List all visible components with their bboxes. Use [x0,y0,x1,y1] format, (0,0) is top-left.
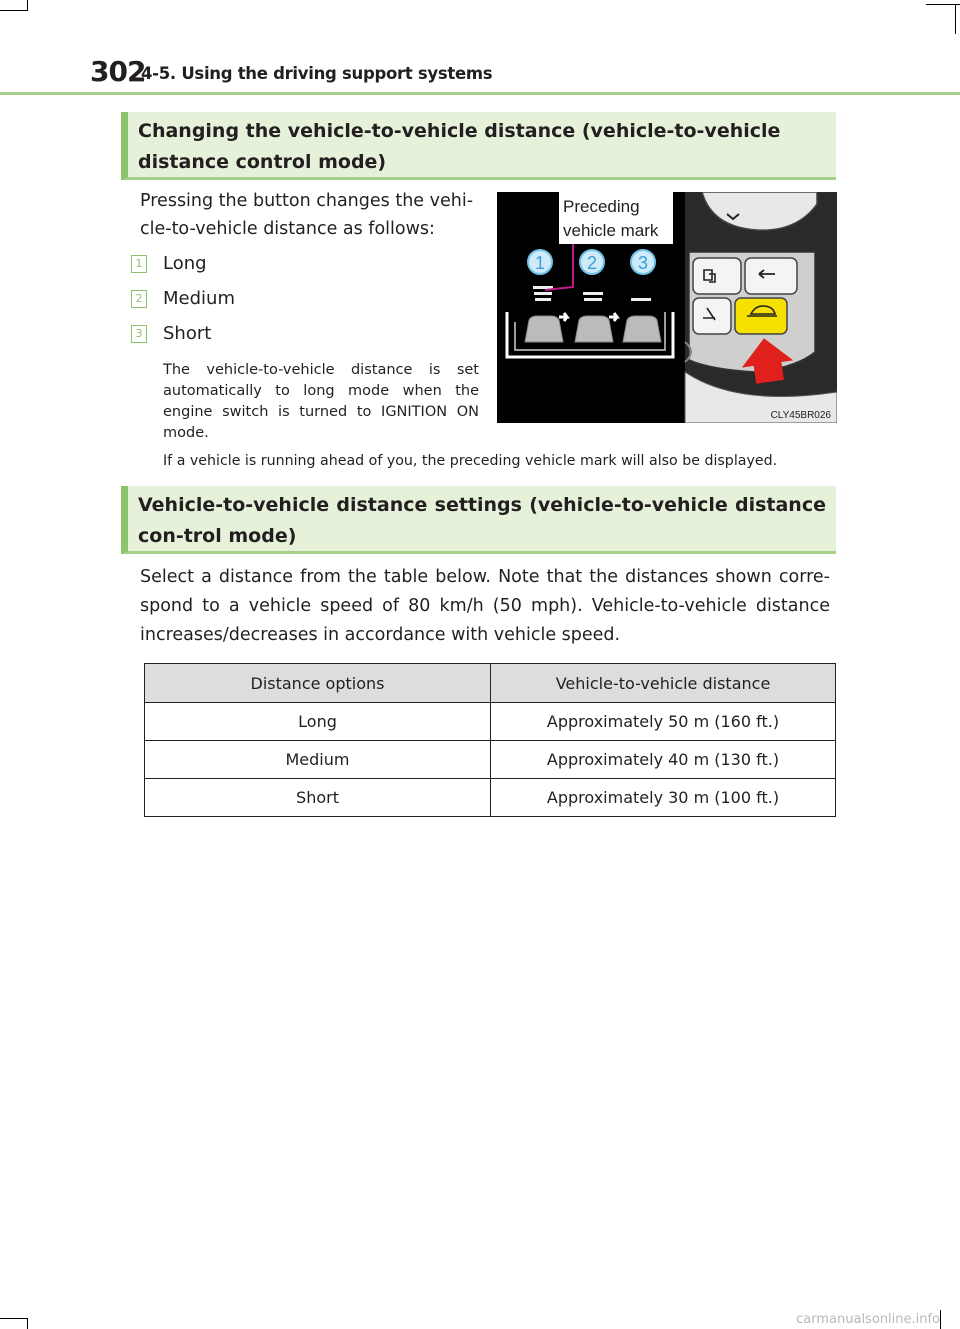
callout-label-line1: Preceding [563,197,640,216]
settings-paragraph: Select a distance from the table below. Note that the distances shown corre-spond to a vehicle speed of 80 km/h (50 mph). Vehicle-to-vehicle distance increases/decreases in accordance with vehicle speed. [140,567,830,645]
table-cell: Approximately 50 m (160 ft.) [491,703,836,741]
table-cell: Long [145,703,491,741]
crop-mark [27,0,28,10]
intro-text-line: Pressing the button changes the vehi- [140,191,474,211]
table-row [145,779,836,817]
crop-mark [0,10,28,11]
crop-mark [27,1318,28,1329]
section-heading-text: Changing the vehicle-to-vehicle distance (vehicle-to-vehicle distance control mode) [138,120,781,173]
figure-code: CLY45BR026 [770,410,831,421]
list-number-1: 1 [131,255,147,273]
intro-text-line: cle-to-vehicle distance as follows: [140,219,435,239]
figure-marker-2: 2 [586,253,598,273]
watermark: carmanualsonline.info [796,1312,940,1327]
table-header-cell: Distance options [145,664,491,703]
crop-mark [940,1310,941,1329]
list-number-2: 2 [131,290,147,308]
table-header-cell: Vehicle-to-vehicle distance [491,664,836,703]
table-cell: Approximately 40 m (130 ft.) [491,741,836,779]
page-number: 302 [90,55,146,88]
figure-marker-1: 1 [534,253,546,273]
crop-mark [955,4,956,34]
note-ignition: The vehicle-to-vehicle distance is set automatically to long mode when the engine switch is turned to IGNITION ON mode. [163,362,479,441]
table-cell: Approximately 30 m (100 ft.) [491,779,836,817]
table-row [145,741,836,779]
table-cell: Short [145,779,491,817]
illustration-graphic [497,192,837,423]
section-heading-distance-settings [121,486,836,554]
header-rule [0,92,960,95]
section-heading-distance-change [121,112,836,180]
list-item-short: Short [163,323,212,344]
steering-switch-illustration [497,192,837,423]
table-cell: Medium [145,741,491,779]
section-heading-text: Vehicle-to-vehicle distance settings (vehicle-to-vehicle distance con-trol mode) [138,494,826,547]
list-item-medium: Medium [163,288,235,309]
list-number-3: 3 [131,325,147,343]
distance-table [144,663,836,817]
callout-label-line2: vehicle mark [563,221,659,240]
list-item-long: Long [163,253,207,274]
table-header-row [145,664,836,703]
crop-mark [0,1318,28,1319]
table-row [145,703,836,741]
figure-marker-3: 3 [637,253,649,273]
section-header-title: 4-5. Using the driving support systems [141,64,493,83]
note-preceding-vehicle: If a vehicle is running ahead of you, the preceding vehicle mark will also be displayed. [163,453,778,469]
